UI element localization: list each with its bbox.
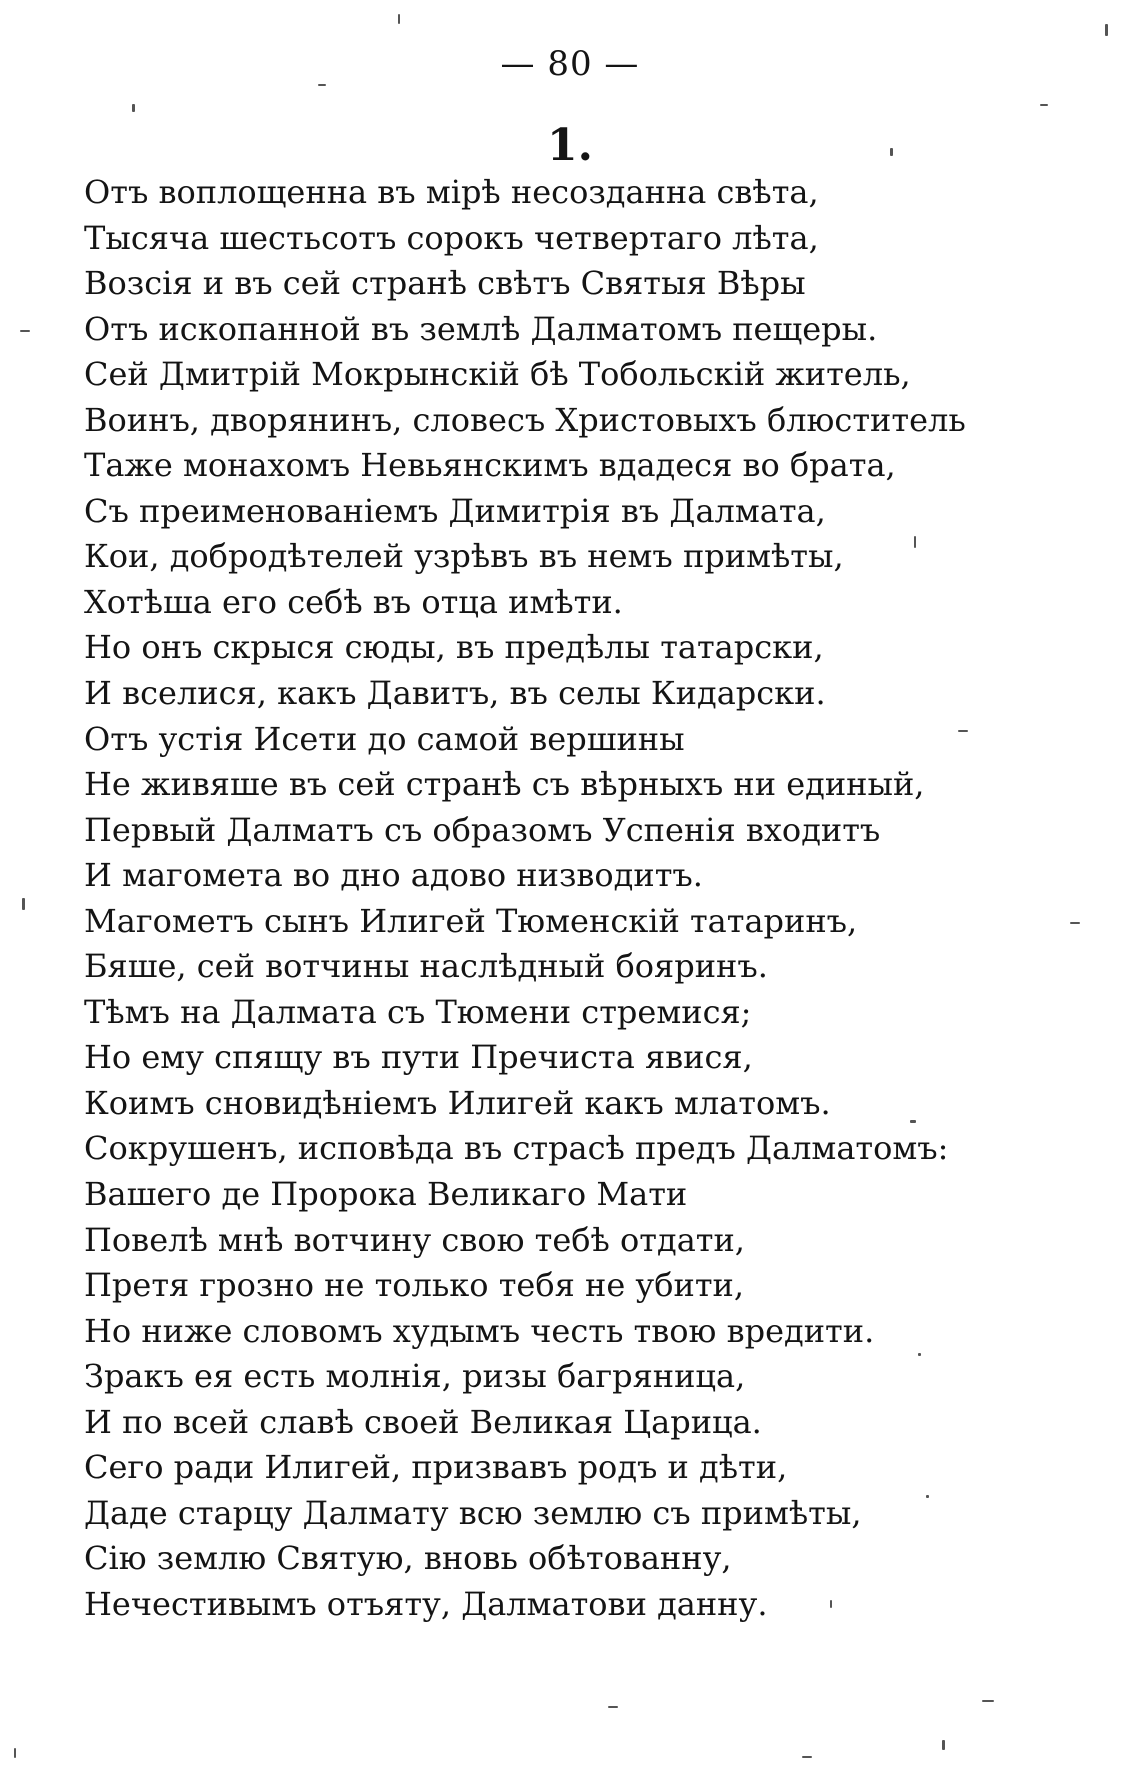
scan-speck xyxy=(14,1748,16,1758)
poem-line: Зракъ ея есть молнія, ризы багряница, xyxy=(84,1357,746,1396)
poem-line: Сего ради Илигей, призвавъ родъ и дѣти, xyxy=(84,1448,788,1487)
poem-line: Претя грозно не только тебя не убити, xyxy=(84,1266,745,1305)
poem-line: Возсія и въ сей странѣ свѣтъ Святыя Вѣры xyxy=(84,264,806,303)
scan-speck xyxy=(914,536,916,548)
poem-line: Нечестивымъ отъяту, Далматови данну. xyxy=(84,1584,768,1623)
poem-line: И магомета во дно адово низводитъ. xyxy=(84,856,703,895)
poem-line: Но ниже словомъ худымъ честь твою вредити. xyxy=(84,1311,875,1350)
poem-line: Повелѣ мнѣ вотчину свою тебѣ отдати, xyxy=(84,1220,745,1259)
scan-speck xyxy=(1070,922,1080,924)
poem-line: Не живяше въ сей странѣ съ вѣрныхъ ни единый, xyxy=(84,765,925,804)
poem-line: И по всей славѣ своей Великая Царица. xyxy=(84,1402,762,1441)
scan-speck xyxy=(398,14,400,24)
poem-line: Сокрушенъ, исповѣда въ страсѣ предъ Далматомъ: xyxy=(84,1129,949,1168)
poem-text xyxy=(84,170,1084,1628)
poem-line: Съ преименованіемъ Димитрія въ Далмата, xyxy=(84,491,826,530)
poem-line: Отъ ископанной въ землѣ Далматомъ пещеры. xyxy=(84,309,878,348)
poem-line: Первый Далматъ съ образомъ Успенія входитъ xyxy=(84,810,881,849)
section-number: 1. xyxy=(547,120,593,171)
scan-speck xyxy=(318,84,326,86)
poem-line: Но онъ скрыся сюды, въ предѣлы татарски, xyxy=(84,628,824,667)
scan-speck xyxy=(132,104,135,112)
scan-speck xyxy=(608,1706,618,1708)
poem-line: Сію землю Святую, вновь обѣтованну, xyxy=(84,1539,732,1578)
poem-line: Воинъ, дворянинъ, словесъ Христовыхъ блюститель xyxy=(84,400,966,439)
poem-line: Бяше, сей вотчины наслѣдный бояринъ. xyxy=(84,947,768,986)
page-number: — 80 — xyxy=(500,44,640,84)
scan-speck xyxy=(942,1740,945,1750)
poem-line: Отъ воплощенна въ мірѣ несозданна свѣта, xyxy=(84,173,819,211)
scan-speck xyxy=(1105,24,1108,36)
scan-speck xyxy=(926,1495,929,1498)
poem-line: Отъ устія Исети до самой вершины xyxy=(84,719,685,758)
scan-speck xyxy=(830,1600,832,1608)
poem-line: Тысяча шестьсотъ сорокъ четвертаго лѣта, xyxy=(84,218,819,257)
poem-line: И вселися, какъ Давитъ, въ селы Кидарски. xyxy=(84,674,826,713)
poem-line: Магометъ сынъ Илигей Тюменскій татаринъ, xyxy=(84,901,858,940)
scan-speck xyxy=(982,1700,994,1702)
scan-speck xyxy=(20,330,30,332)
poem-line: Сей Дмитрій Мокрынскій бѣ Тобольскій житель, xyxy=(84,355,911,394)
poem-line: Коимъ сновидѣніемъ Илигей какъ млатомъ. xyxy=(84,1083,831,1122)
poem-line: Вашего де Пророка Великаго Мати xyxy=(84,1175,688,1214)
scan-speck xyxy=(802,1756,812,1758)
scan-speck xyxy=(1040,104,1048,106)
scan-speck xyxy=(910,1120,916,1123)
poem-line: Хотѣша его себѣ въ отца имѣти. xyxy=(84,582,623,621)
scan-speck xyxy=(958,730,968,732)
poem-line: Даде старцу Далмату всю землю съ примѣты, xyxy=(84,1493,862,1532)
poem-line: Таже монахомъ Невьянскимъ вдадеся во брата, xyxy=(84,446,896,485)
poem-line: Но ему спящу въ пути Пречиста явися, xyxy=(84,1038,753,1077)
scan-speck xyxy=(22,898,25,910)
poem-line: Тѣмъ на Далмата съ Тюмени стремися; xyxy=(84,992,752,1031)
scan-speck xyxy=(918,1353,921,1356)
scan-speck xyxy=(890,148,893,156)
poem-line: Кои, добродѣтелей узрѣвъ въ немъ примѣты, xyxy=(84,537,844,576)
